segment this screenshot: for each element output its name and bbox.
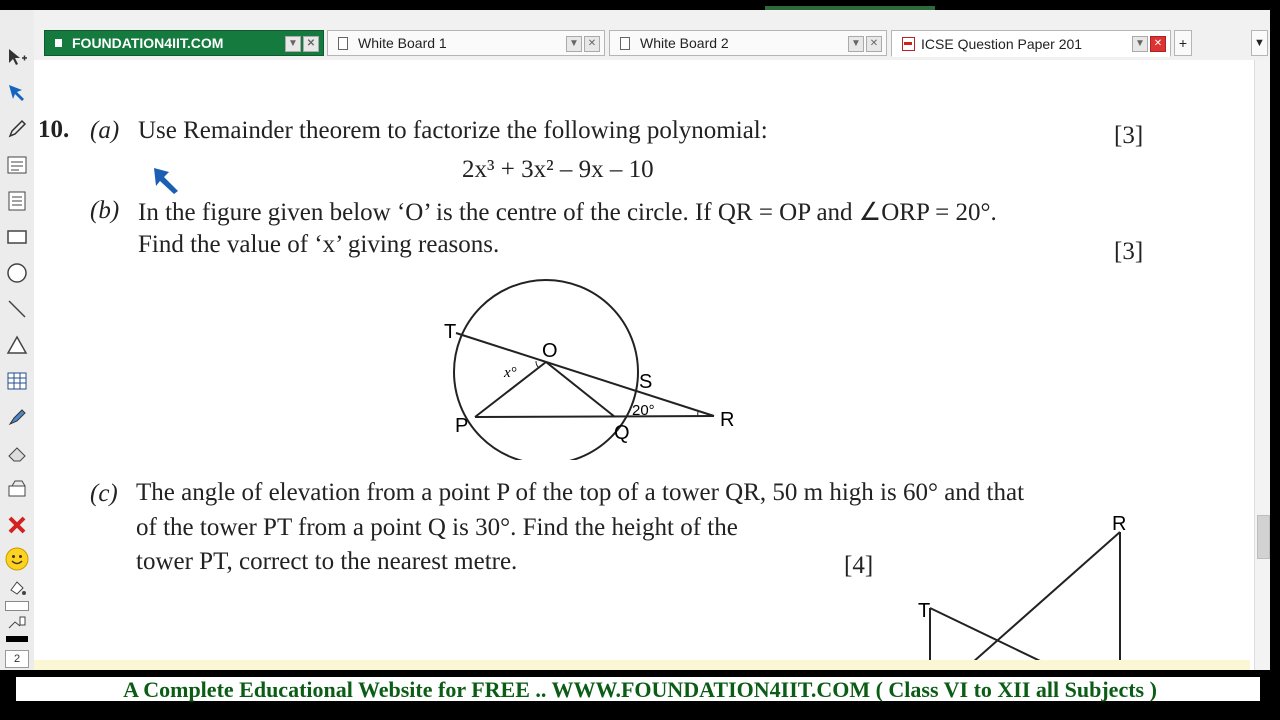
stroke-color-swatch[interactable]	[4, 634, 30, 644]
status-strip	[34, 660, 1250, 670]
label-t: T	[444, 321, 457, 343]
angle-x-label: x°	[504, 365, 517, 381]
tab-close-icon[interactable]: ✕	[866, 36, 882, 52]
part-c-label: (c)	[90, 480, 118, 507]
label-r: R	[1112, 513, 1127, 535]
smiley-icon[interactable]	[4, 546, 30, 572]
left-toolbar	[0, 10, 35, 670]
fill-color-icon[interactable]	[4, 578, 30, 598]
highlighter-icon[interactable]	[4, 404, 30, 430]
question-number: 10.	[38, 116, 70, 143]
clear-icon[interactable]	[4, 476, 30, 502]
line-icon[interactable]	[4, 296, 30, 322]
notes-icon[interactable]	[4, 188, 30, 214]
pdf-icon	[902, 37, 915, 51]
stroke-width-field[interactable]: 2	[4, 650, 30, 668]
label-o: O	[542, 340, 558, 362]
scrollbar-thumb[interactable]	[1257, 515, 1270, 559]
label-q: Q	[614, 422, 630, 444]
line-tr	[456, 333, 714, 416]
tab-title: ICSE Question Paper 201	[921, 35, 1083, 52]
part-b-label: (b)	[90, 197, 120, 224]
tab-doc-icon	[338, 37, 348, 50]
part-c-text-line3: tower PT, correct to the nearest metre.	[136, 548, 518, 575]
text-box-icon[interactable]	[4, 152, 30, 178]
angle-20-label: 20°	[632, 402, 655, 419]
banner-text: A Complete Educational Website for FREE .. WWW.FOUNDATION4IIT.COM ( Class VI to XII all Subjects )	[123, 677, 1157, 702]
tab-bar	[34, 10, 1270, 61]
part-c-marks: [4]	[844, 552, 874, 579]
triangle-icon[interactable]	[4, 332, 30, 358]
part-a-marks: [3]	[1114, 122, 1144, 149]
tab-dropdown-icon[interactable]: ▼	[285, 36, 301, 52]
chevron-down-icon: ▼	[1254, 37, 1265, 49]
part-a-text: Use Remainder theorem to factorize the following polynomial:	[138, 117, 768, 144]
tab-list-dropdown[interactable]	[1251, 30, 1268, 56]
tab-close-icon[interactable]: ✕	[584, 36, 600, 52]
tab-title: FOUNDATION4IIT.COM	[72, 35, 224, 51]
whiteboard-app	[0, 10, 1270, 670]
line-style-icon[interactable]	[4, 614, 30, 634]
tab-white-board-2[interactable]	[609, 30, 887, 56]
tab-white-board-1[interactable]	[327, 30, 605, 56]
top-strip	[0, 0, 1280, 10]
pen-icon[interactable]	[4, 116, 30, 142]
line-rp	[964, 532, 1120, 670]
delete-icon[interactable]	[4, 512, 30, 538]
move-select-icon[interactable]	[4, 44, 30, 70]
tab-close-icon[interactable]: ✕	[303, 36, 319, 52]
color-swatch[interactable]	[4, 600, 30, 612]
circle-figure	[444, 265, 754, 460]
part-b-text-line1: In the figure given below ‘O’ is the centre of the circle. If QR = OP and ∠ORP = 20°.	[138, 199, 997, 226]
line-oq	[546, 362, 615, 417]
rectangle-icon[interactable]	[4, 224, 30, 250]
circle-icon[interactable]	[4, 260, 30, 286]
pdf-page	[34, 60, 1254, 670]
pointer-icon[interactable]	[4, 80, 30, 106]
part-c-text-line2: of the tower PT from a point Q is 30°. Find the height of the	[136, 514, 738, 541]
tab-icse-question-paper[interactable]	[891, 30, 1171, 57]
eraser-icon[interactable]	[4, 440, 30, 466]
website-banner	[0, 670, 1280, 720]
part-c-text-line1: The angle of elevation from a point P of the top of a tower QR, 50 m high is 60° and that	[136, 479, 1025, 506]
tower-figure	[914, 510, 1134, 670]
part-b-marks: [3]	[1114, 238, 1144, 265]
tab-title: White Board 1	[358, 35, 447, 51]
add-tab-label: +	[1178, 35, 1188, 51]
line-pr	[475, 416, 714, 417]
tab-foundation4iit[interactable]	[44, 30, 324, 56]
polynomial-expression: 2x³ + 3x² – 9x – 10	[462, 156, 654, 183]
label-t: T	[918, 600, 931, 622]
table-icon[interactable]	[4, 368, 30, 394]
circle	[454, 280, 638, 460]
add-tab-button[interactable]	[1174, 30, 1192, 56]
label-r: R	[720, 409, 735, 431]
vertical-scrollbar[interactable]	[1254, 60, 1270, 670]
cursor-arrow-icon	[152, 166, 182, 196]
tab-dropdown-icon[interactable]: ▼	[566, 36, 582, 52]
part-a-label: (a)	[90, 117, 120, 144]
tab-dropdown-icon[interactable]: ▼	[1132, 36, 1148, 52]
angle-x-arc	[536, 361, 539, 368]
part-b-text-line2: Find the value of ‘x’ giving reasons.	[138, 231, 500, 258]
tab-doc-icon	[620, 37, 630, 50]
tab-dropdown-icon[interactable]: ▼	[848, 36, 864, 52]
label-s: S	[639, 371, 653, 393]
tab-close-icon[interactable]: ✕	[1150, 36, 1166, 52]
label-p: P	[455, 415, 469, 437]
tab-title: White Board 2	[640, 35, 729, 51]
tab-page-icon	[55, 39, 62, 47]
